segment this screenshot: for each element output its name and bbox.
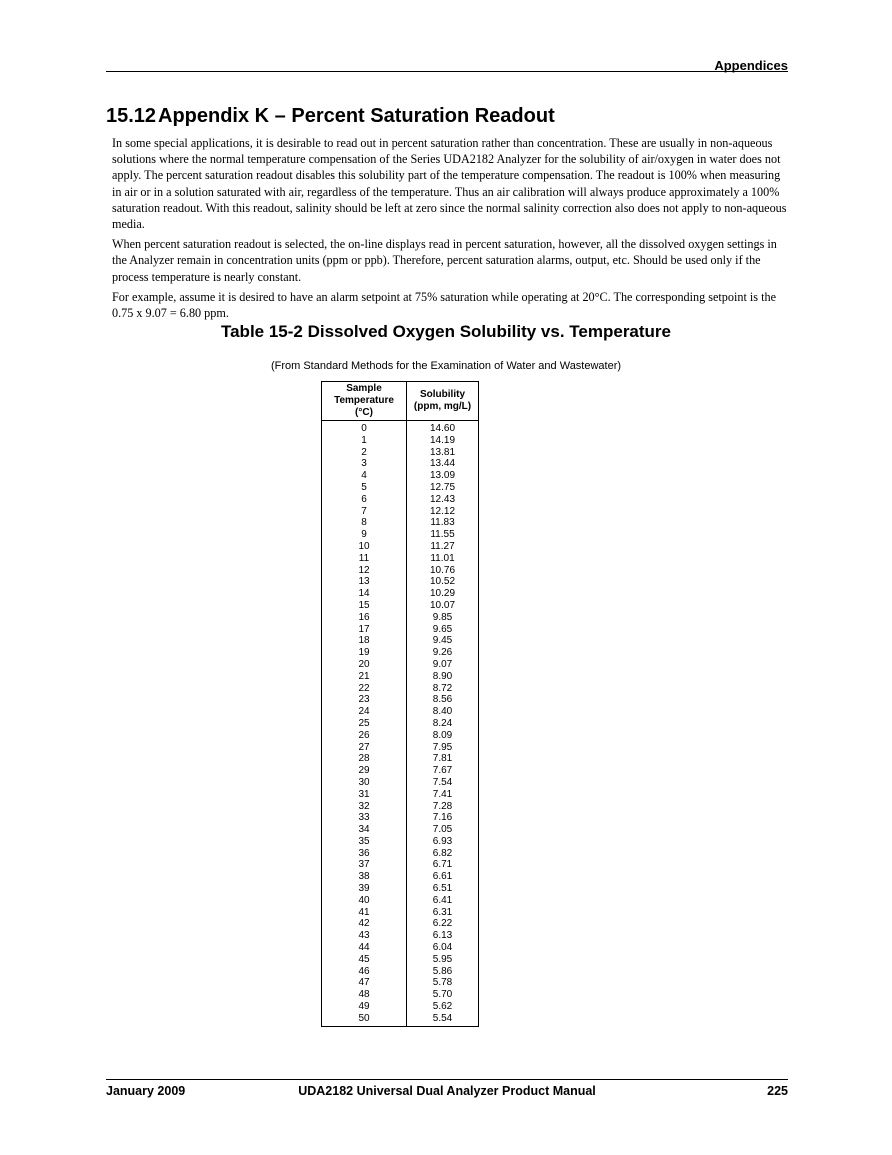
table-row — [322, 907, 479, 919]
temperature-cell: 12 — [322, 565, 407, 577]
temperature-cell: 32 — [322, 801, 407, 813]
solubility-cell: 12.43 — [407, 494, 479, 506]
temperature-cell: 18 — [322, 635, 407, 647]
column-header-solubility — [407, 382, 479, 421]
solubility-cell: 12.75 — [407, 482, 479, 494]
solubility-cell: 5.78 — [407, 977, 479, 989]
solubility-cell: 6.13 — [407, 930, 479, 942]
table-row — [322, 706, 479, 718]
section-number: 15.12 — [106, 105, 157, 127]
temperature-cell: 9 — [322, 529, 407, 541]
table-row — [322, 730, 479, 742]
table-row — [322, 612, 479, 624]
solubility-cell: 7.67 — [407, 765, 479, 777]
table-row — [322, 718, 479, 730]
temperature-cell: 49 — [322, 1001, 407, 1013]
temperature-cell: 48 — [322, 989, 407, 1001]
temperature-cell: 7 — [322, 506, 407, 518]
table-row — [322, 918, 479, 930]
temperature-cell: 36 — [322, 848, 407, 860]
table-row — [322, 895, 479, 907]
solubility-cell: 12.12 — [407, 506, 479, 518]
solubility-cell: 11.83 — [407, 517, 479, 529]
solubility-cell: 6.71 — [407, 859, 479, 871]
table-row — [322, 517, 479, 529]
solubility-cell: 11.55 — [407, 529, 479, 541]
table-row — [322, 966, 479, 978]
table-row — [322, 824, 479, 836]
solubility-cell: 7.81 — [407, 753, 479, 765]
temperature-cell: 3 — [322, 458, 407, 470]
paragraph: When percent saturation readout is selected, the on-line displays read in percent saturation, however, all the dissolved oxygen settings in the Analyzer remain in concentration units (ppm or ppb). Therefore, percent saturation alarms, output, etc. Should be used only if the process temperature is nearly constant. — [112, 237, 777, 284]
header-line: Solubility — [420, 389, 465, 400]
header-line: Sample — [346, 383, 382, 394]
table-row — [322, 659, 479, 671]
temperature-cell: 25 — [322, 718, 407, 730]
table-row — [322, 1013, 479, 1026]
temperature-cell: 28 — [322, 753, 407, 765]
header-line: Temperature — [334, 395, 394, 406]
temperature-cell: 39 — [322, 883, 407, 895]
temperature-cell: 31 — [322, 789, 407, 801]
table-row — [322, 541, 479, 553]
temperature-cell: 10 — [322, 541, 407, 553]
table-row — [322, 789, 479, 801]
solubility-cell: 6.93 — [407, 836, 479, 848]
table-row — [322, 494, 479, 506]
temperature-cell: 38 — [322, 871, 407, 883]
section-title-text: Appendix K – Percent Saturation Readout — [158, 105, 555, 127]
table-row — [322, 989, 479, 1001]
table-row — [322, 836, 479, 848]
running-header: Appendices — [714, 58, 788, 73]
solubility-cell: 10.07 — [407, 600, 479, 612]
temperature-cell: 40 — [322, 895, 407, 907]
paragraph: For example, assume it is desired to have an alarm setpoint at 75% saturation while operating at 20°C. The corresponding setpoint is the 0.75 x 9.07 = 6.80 ppm. — [112, 289, 776, 321]
solubility-cell: 5.95 — [407, 954, 479, 966]
table-row — [322, 458, 479, 470]
solubility-cell: 10.76 — [407, 565, 479, 577]
table-title: Table 15-2 Dissolved Oxygen Solubility vs. Temperature — [220, 322, 672, 341]
footer-rule — [106, 1079, 788, 1080]
temperature-cell: 0 — [322, 421, 407, 435]
header-line: (ppm, mg/L) — [413, 401, 472, 412]
temperature-cell: 29 — [322, 765, 407, 777]
table-row — [322, 529, 479, 541]
body-text — [112, 135, 790, 325]
solubility-cell: 8.24 — [407, 718, 479, 730]
table-row — [322, 506, 479, 518]
table-row — [322, 977, 479, 989]
solubility-cell: 9.45 — [407, 635, 479, 647]
solubility-cell: 6.51 — [407, 883, 479, 895]
temperature-cell: 41 — [322, 907, 407, 919]
temperature-cell: 30 — [322, 777, 407, 789]
temperature-cell: 8 — [322, 517, 407, 529]
solubility-cell: 5.70 — [407, 989, 479, 1001]
solubility-cell: 7.16 — [407, 812, 479, 824]
table-row — [322, 871, 479, 883]
temperature-cell: 50 — [322, 1013, 407, 1026]
table-row — [322, 600, 479, 612]
temperature-cell: 5 — [322, 482, 407, 494]
table-row — [322, 801, 479, 813]
table-row — [322, 588, 479, 600]
footer-date: January 2009 — [106, 1084, 186, 1098]
solubility-table — [321, 381, 479, 1027]
table-row — [322, 447, 479, 459]
solubility-cell: 8.56 — [407, 694, 479, 706]
table-row — [322, 647, 479, 659]
temperature-cell: 42 — [322, 918, 407, 930]
solubility-cell: 7.54 — [407, 777, 479, 789]
table-row — [322, 482, 479, 494]
table-row — [322, 421, 479, 435]
table-row — [322, 954, 479, 966]
temperature-cell: 20 — [322, 659, 407, 671]
table-row — [322, 435, 479, 447]
solubility-cell: 9.65 — [407, 624, 479, 636]
table-source-note: (From Standard Methods for the Examination of Water and Wastewater) — [270, 360, 622, 372]
temperature-cell: 1 — [322, 435, 407, 447]
temperature-cell: 47 — [322, 977, 407, 989]
table-row — [322, 812, 479, 824]
table-row — [322, 753, 479, 765]
temperature-cell: 15 — [322, 600, 407, 612]
table-body — [322, 421, 479, 1027]
table-row — [322, 859, 479, 871]
solubility-cell: 5.54 — [407, 1013, 479, 1026]
table-row — [322, 635, 479, 647]
solubility-cell: 9.26 — [407, 647, 479, 659]
table-header-row — [322, 382, 479, 421]
temperature-cell: 43 — [322, 930, 407, 942]
solubility-cell: 7.05 — [407, 824, 479, 836]
solubility-cell: 8.09 — [407, 730, 479, 742]
table-row — [322, 624, 479, 636]
table-row — [322, 470, 479, 482]
solubility-cell: 6.31 — [407, 907, 479, 919]
table-row — [322, 742, 479, 754]
solubility-cell: 13.09 — [407, 470, 479, 482]
solubility-cell: 13.81 — [407, 447, 479, 459]
table-row — [322, 671, 479, 683]
page-number: 225 — [767, 1084, 788, 1098]
table-row — [322, 883, 479, 895]
temperature-cell: 24 — [322, 706, 407, 718]
solubility-cell: 9.85 — [407, 612, 479, 624]
solubility-cell: 6.61 — [407, 871, 479, 883]
table-row — [322, 553, 479, 565]
temperature-cell: 26 — [322, 730, 407, 742]
temperature-cell: 17 — [322, 624, 407, 636]
table-row — [322, 777, 479, 789]
temperature-cell: 16 — [322, 612, 407, 624]
temperature-cell: 44 — [322, 942, 407, 954]
table-row — [322, 576, 479, 588]
solubility-cell: 11.01 — [407, 553, 479, 565]
solubility-cell: 14.19 — [407, 435, 479, 447]
temperature-cell: 21 — [322, 671, 407, 683]
temperature-cell: 45 — [322, 954, 407, 966]
solubility-cell: 6.82 — [407, 848, 479, 860]
temperature-cell: 4 — [322, 470, 407, 482]
temperature-cell: 37 — [322, 859, 407, 871]
solubility-cell: 5.86 — [407, 966, 479, 978]
temperature-cell: 19 — [322, 647, 407, 659]
solubility-cell: 6.04 — [407, 942, 479, 954]
table-row — [322, 683, 479, 695]
solubility-cell: 14.60 — [407, 421, 479, 435]
temperature-cell: 46 — [322, 966, 407, 978]
temperature-cell: 34 — [322, 824, 407, 836]
solubility-cell: 11.27 — [407, 541, 479, 553]
solubility-cell: 8.40 — [407, 706, 479, 718]
solubility-cell: 7.95 — [407, 742, 479, 754]
temperature-cell: 23 — [322, 694, 407, 706]
section-heading — [106, 105, 555, 128]
table-row — [322, 765, 479, 777]
solubility-cell: 9.07 — [407, 659, 479, 671]
footer-manual-title: UDA2182 Universal Dual Analyzer Product Manual — [298, 1084, 596, 1098]
header-rule — [106, 71, 788, 72]
table-row — [322, 930, 479, 942]
solubility-cell: 10.52 — [407, 576, 479, 588]
temperature-cell: 6 — [322, 494, 407, 506]
solubility-cell: 10.29 — [407, 588, 479, 600]
temperature-cell: 14 — [322, 588, 407, 600]
temperature-cell: 2 — [322, 447, 407, 459]
solubility-cell: 7.28 — [407, 801, 479, 813]
solubility-cell: 6.41 — [407, 895, 479, 907]
temperature-cell: 27 — [322, 742, 407, 754]
solubility-cell: 13.44 — [407, 458, 479, 470]
temperature-cell: 13 — [322, 576, 407, 588]
table-row — [322, 1001, 479, 1013]
paragraph: In some special applications, it is desirable to read out in percent saturation rather than concentration. These are usually in non-aqueous solutions where the normal temperature compensation of the Series UDA2182 Analyzer for the solubility of air/oxygen in water does not apply. The percent saturation readout disables this solubility part of the temperature compensation. The readout is 100% when measuring in air or in a solution saturated with air, regardless of the temperature. Thus an air calibration will always produce approximately a 100% saturation readout. With this readout, salinity should be left at zero since the normal salinity correction also does not apply to non-aqueous media. — [112, 136, 787, 232]
table-row — [322, 942, 479, 954]
solubility-cell: 5.62 — [407, 1001, 479, 1013]
table-row — [322, 694, 479, 706]
column-header-temperature — [322, 382, 407, 421]
solubility-cell: 7.41 — [407, 789, 479, 801]
table-row — [322, 848, 479, 860]
temperature-cell: 22 — [322, 683, 407, 695]
temperature-cell: 35 — [322, 836, 407, 848]
temperature-cell: 11 — [322, 553, 407, 565]
solubility-cell: 8.90 — [407, 671, 479, 683]
temperature-cell: 33 — [322, 812, 407, 824]
solubility-cell: 6.22 — [407, 918, 479, 930]
header-line: (°C) — [355, 407, 373, 418]
solubility-cell: 8.72 — [407, 683, 479, 695]
table-row — [322, 565, 479, 577]
